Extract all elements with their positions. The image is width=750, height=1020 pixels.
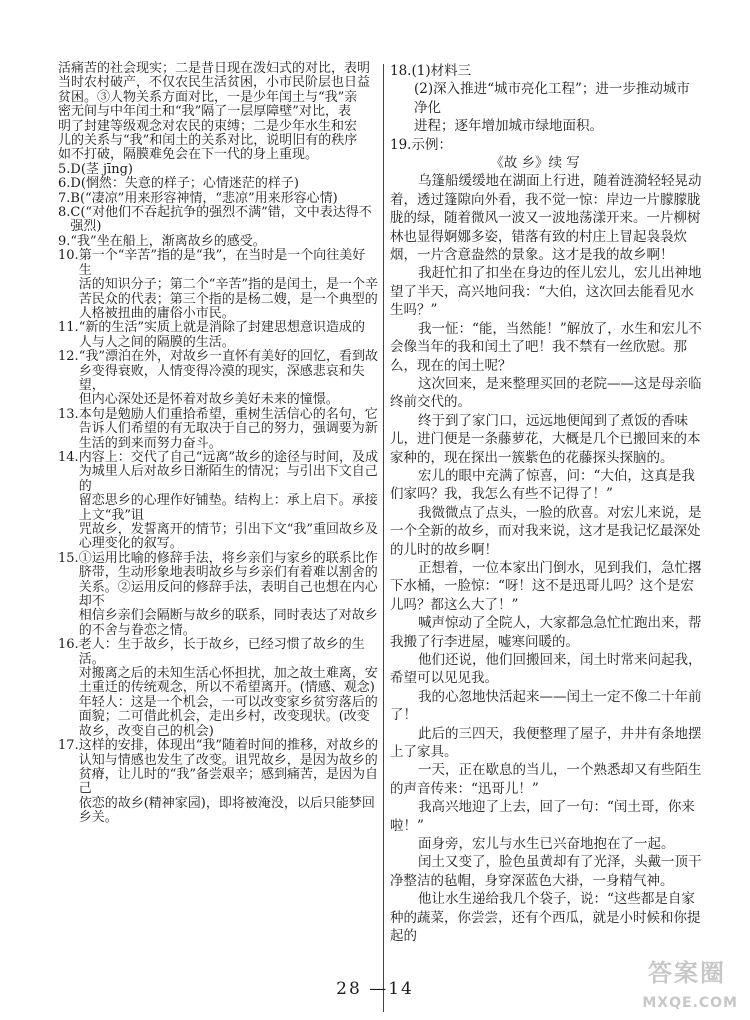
item-number: 16. bbox=[58, 637, 79, 653]
essay-title: 《故 乡》续 写 bbox=[490, 155, 580, 172]
answer-list bbox=[58, 163, 378, 826]
essay-paragraph: 面身旁，宏儿与水生已兴奋地抱在了一起。 bbox=[418, 836, 675, 853]
item-text: “我”坐在船上，渐离故乡的感受。 bbox=[70, 233, 266, 249]
item-number: 19. bbox=[390, 136, 412, 153]
item-number: 10. bbox=[58, 248, 79, 264]
answer-item bbox=[58, 408, 378, 451]
item-text: D(惘然：失意的样子；心情迷茫的样子) bbox=[70, 176, 299, 192]
item-number: 5. bbox=[58, 161, 71, 177]
answer-item bbox=[390, 62, 702, 80]
answer-item bbox=[58, 177, 378, 191]
item-text: (2)深入推进“城市亮化工程”；进一步推动城市净化 进程；逐年增加城市绿地面积。 bbox=[414, 81, 690, 135]
item-number: 7. bbox=[58, 190, 71, 206]
text-line: 如不打破，隔膜难免会在下一代的身上重现。 bbox=[58, 147, 319, 163]
answer-item bbox=[390, 80, 702, 135]
answer-item bbox=[58, 350, 378, 408]
essay-paragraph: 终于到了家门口，远远地便闻到了煮饭的香味儿，进门便是一条藤萝花，大概是几个已搬回来的本家种的，现在探出一簇紫色的花藤探头探脑的。 bbox=[390, 412, 701, 466]
answer-item bbox=[390, 136, 702, 154]
answer-item bbox=[58, 249, 378, 321]
essay-paragraph: 我一怔：“能，当然能！”解放了，水生和宏儿不会像当年的我和闰土了吧！我不禁有一丝欣慰。那么，现在的闰土呢？ bbox=[390, 320, 702, 374]
answer-item bbox=[58, 638, 378, 739]
item-number: 17. bbox=[58, 738, 79, 754]
item-number: 6. bbox=[58, 176, 71, 192]
essay-paragraph: 我高兴地迎了上去，回了一句：“闰土哥，你来啦！” bbox=[390, 799, 695, 834]
answer-item bbox=[58, 451, 378, 552]
item-text: ①运用比喻的修辞手法，将乡亲们与家乡的联系比作 脐带，生动形象地表明故乡与乡亲们有着难以割舍的 关系。②运用反问的修辞手法，表明自己也想在内心却不 相信乡亲们会隔断与故乡的联系，同时表达了对故乡 的不舍与眷恋之情。 bbox=[78, 550, 378, 638]
item-text: 老人：生于故乡，长于故乡，已经习惯了故乡的生活。 对搬离之后的未知生活心怀担扰，加之故土难离，安 土重迁的传统观念，所以不希望离开。(情感、观念) 年轻人：这是一个机会，一可以改变家乡贫穷落后的 面貌；二可借此机会，走出乡村，改变现状。(改变 故乡，改变自己的机会) bbox=[78, 637, 378, 739]
essay-paragraph: 宏儿的眼中充满了惊喜，问：“大伯，这真是我们家吗？我，我怎么有些不记得了！” bbox=[390, 467, 695, 503]
watermark bbox=[612, 959, 744, 1016]
item-text: C(“对他们不吞起抗争的强烈不满”错，文中表达得不 强烈) bbox=[70, 205, 372, 235]
essay-paragraph: 喊声惊动了全院人，大家都急急忙忙跑出来，帮我搬了行李进屋，嘘寒问暖的。 bbox=[390, 615, 702, 650]
answer-item bbox=[58, 739, 378, 825]
item-text: 内容上：交代了自己“远离”故乡的途径与时间，及成 为城里人后对故乡日渐陌生的情况；与引出下文自己的 留恋思乡的心理作好铺垫。结构上：承上启下。承接上文“我”诅 咒故乡，发誓离开的情节；引出下文“我”重回故乡及 心理变化的叙写。 bbox=[78, 449, 378, 552]
continuation-text bbox=[58, 62, 378, 163]
item-text: 第一个“辛苦”指的是“我”，在当时是一个向往美好生 活的知识分子；第二个“辛苦”指的是闰土，是一个辛 苦民众的代表；第三个指的是杨二嫂，是一个典型的 人格被扭曲的庸俗小市民。 bbox=[78, 248, 378, 321]
item-number: 8. bbox=[58, 205, 71, 221]
item-text: D(茎 jīng) bbox=[70, 161, 133, 177]
answer-item bbox=[58, 192, 378, 206]
item-text: 本句是勉励人们重拾希望，重树生活信心的名句，它 告诉人们希望的有无取决于自己的努力，强调要为新 生活的到来而努力奋斗。 bbox=[78, 406, 378, 451]
item-number: 12. bbox=[58, 349, 79, 365]
answer-list bbox=[390, 62, 702, 154]
item-number: 14. bbox=[58, 449, 79, 465]
text-line: 活痛苦的社会现实；二是昔日现在泼妇式的对比，表明 bbox=[58, 61, 371, 76]
column-divider bbox=[383, 64, 384, 1012]
essay-paragraph: 正想着，一位本家出门倒水，见到我们，急忙撂下水桶，一脸惊：“呀！这不是迅哥儿吗？这个是宏儿吗？都这么大了！” bbox=[390, 559, 702, 613]
essay-paragraph: 闰土又变了，脸色虽黄却有了光泽，头戴一顶干净整洁的毡帽，身穿深蓝色大褂，一身精气神。 bbox=[390, 854, 702, 889]
item-text: “新的生活”实质上就是消除了封建思想意识造成的 人与人之间的隔膜的生活。 bbox=[78, 320, 365, 350]
watermark-url: MXQE.COM bbox=[642, 994, 738, 1011]
essay-body bbox=[390, 172, 702, 945]
item-number: 11. bbox=[58, 320, 79, 336]
answer-item bbox=[58, 552, 378, 638]
answer-item bbox=[58, 206, 378, 235]
right-column bbox=[390, 62, 702, 946]
text-line: 儿的关系与“我”和闰土的关系对比，说明旧有的秩序 bbox=[58, 133, 358, 149]
item-text: (1)材料三 bbox=[411, 63, 472, 79]
essay-paragraph: 他让水生递给我几个袋子，说：“这些都是自家种的蔬菜，你尝尝，还有个西瓜，就是小时候和你提起的 bbox=[390, 891, 701, 945]
answer-item bbox=[58, 321, 378, 350]
essay-paragraph: 这次回来，是来整理买回的老院——这是母亲临终前交代的。 bbox=[390, 375, 702, 411]
item-number: 15. bbox=[58, 550, 79, 566]
item-text: B(“凄凉”用来形容神情，“悲凉”用来形容心情) bbox=[70, 190, 338, 206]
item-number: 13. bbox=[58, 406, 79, 422]
text-line: 当时农村破产，不仅农民生活贫困，小市民阶层也日益 bbox=[58, 75, 371, 91]
essay-paragraph: 我微微点了点头，一脸的欣喜。对宏儿来说，是一个全新的故乡，而对我来说，这才是我记忆最深处的儿时的故乡啊！ bbox=[390, 504, 702, 558]
watermark-logo-text: 答案圈 bbox=[648, 959, 726, 987]
text-line: 贫困。③人物关系方面对比，一是少年闰土与“我”亲 bbox=[58, 89, 358, 105]
page-number: 28 —14 bbox=[336, 979, 414, 999]
item-text: 这样的安排，体现出“我”随着时间的推移，对故乡的 认知与情感也发生了改变。诅咒故乡，是因为故乡的 贫瘠，让儿时的“我”备尝艰辛；感到痛苦，是因为自己 依恋的故乡(精神家园)，即将被淹没，以后只能梦回 乡关。 bbox=[78, 738, 378, 826]
essay-paragraph: 他们还说，他们回搬回来，闰土时常来问起我，希望可以见见我。 bbox=[390, 652, 702, 687]
item-number: 18. bbox=[390, 63, 412, 79]
essay-paragraph: 我的心忽地快活起来——闰土一定不像二十年前了！ bbox=[390, 688, 702, 724]
essay-paragraph: 我赶忙扣了扣坐在身边的侄儿宏儿，宏儿出神地望了半天，高兴地问我：“大伯，这次回去能看见水生吗？” bbox=[390, 265, 702, 319]
item-number: 9. bbox=[58, 233, 71, 249]
essay-paragraph: 一天，正在歇息的当儿，一个熟悉却又有些陌生的声音传来：“迅哥儿！” bbox=[390, 762, 702, 797]
text-line: 密无间与中年闰土和“我”隔了一层厚障壁”对比，表 bbox=[58, 104, 351, 120]
essay-paragraph: 乌篷船缓缓地在湖面上行进，随着涟漪轻轻晃动着，透过篷隙向外看，我不觉一惊：岸边一片朦朦胧胧的绿，随着微风一波又一波地荡漾开来。一片柳树林也显得婀娜多姿，错落有致的村庄上冒起袅袅炊烟，一片含意盎然的景象。这才是我的故乡啊！ bbox=[390, 173, 702, 264]
text-line: 明了封建等级观念对农民的束缚；二是少年水生和宏 bbox=[58, 118, 358, 134]
item-text: “我”漂泊在外，对故乡一直怀有美好的回忆，看到故 乡变得衰败，人情变得冷漠的现实，深感悲哀和失望， 但内心深处还是怀着对故乡美好未来的憧憬。 bbox=[78, 349, 378, 408]
essay-paragraph: 此后的三四天，我便整理了屋子，井井有条地摆上了家具。 bbox=[390, 725, 702, 761]
left-column bbox=[58, 62, 378, 826]
item-text: 示例： bbox=[411, 136, 452, 153]
